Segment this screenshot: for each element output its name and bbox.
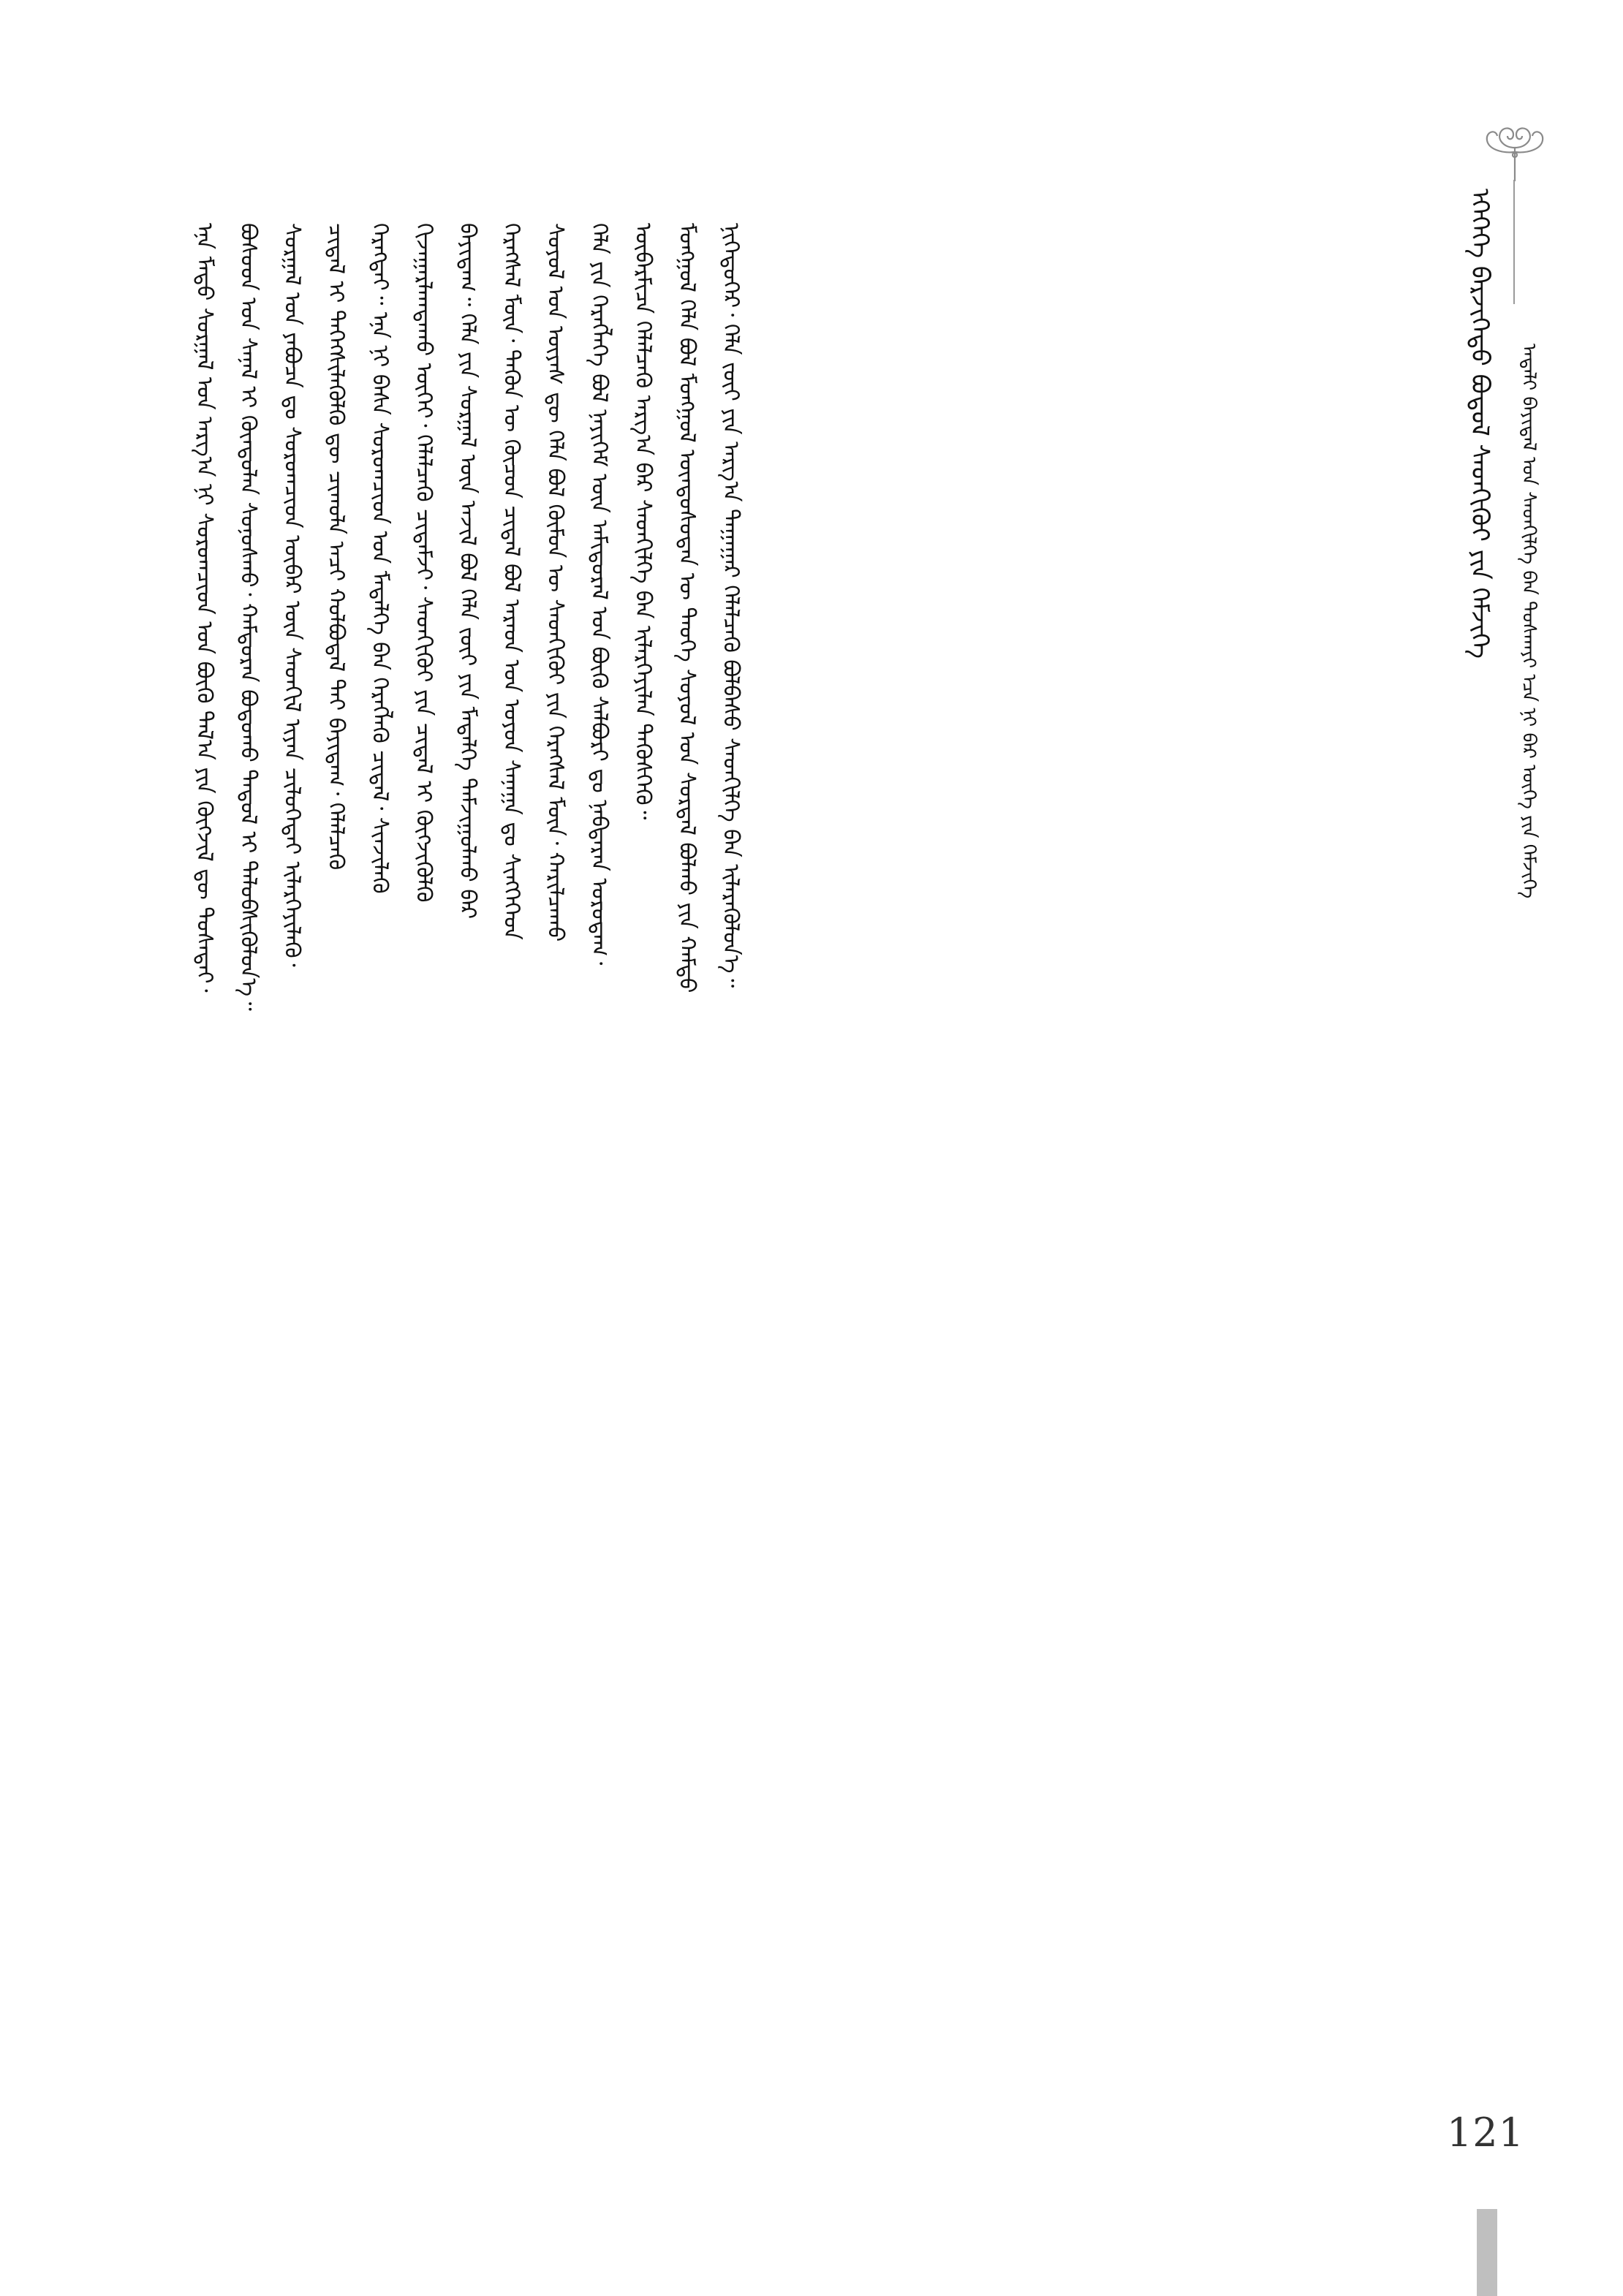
text-column: ᠮᠣᠩᠭᠣᠯ ᠬᠡᠯᠡ ᠪᠣᠯ ᠮᠣᠩᠭᠣᠯ ᠦᠨᠳᠦᠰᠦᠲᠡᠨ ᠦ ᠲᠡᠦᠬᠡ ᠰᠣᠶᠣᠯ ᠤᠨ ᠰᠤᠷᠲᠠᠯ ᠪᠣᠯᠬᠣ ᠶᠢᠨ ᠬᠠᠮᠲᠤ <box>674 223 700 993</box>
running-header-title: ᠡᠭᠡᠭᠡᠬᠡ ᠪᠡᠷᠵᠢᠭᠡᠳᠦ ᠪᠣᠳᠣᠯ ᠰᠡᠳᠬᠢᠬᠦᠢ ᠶᠢᠨ ᠬᠡᠮᠵᠢᠭᠡ <box>1465 189 1494 659</box>
body-text <box>186 223 757 2131</box>
text-column: ᠡᠨᠡ ᠮᠡᠲᠦ ᠰᠤᠷᠭᠠᠯ ᠤᠨ ᠠᠷᠭ᠎ᠠ ᠨᠢ ᠰᠤᠷᠤᠭᠴᠢᠳ ᠤᠨ ᠪᠦᠬᠦ ᠲᠠᠯ᠎ᠠ ᠶᠢᠨ ᠬᠥᠭᠵᠢᠯ ᠳᠦ ᠲᠤᠰᠠᠲᠠᠶ᠂ <box>192 223 217 993</box>
text-column: ᠪᠤᠰᠤᠳ ᠤᠨ ᠰᠠᠨᠠᠯ ᠢ ᠬᠦᠨᠳᠦᠯᠡᠨ ᠰᠣᠨᠣᠰᠬᠤ᠂ ᠬᠠᠮᠲᠤᠷᠠᠨ ᠪᠣᠳᠣᠬᠤ ᠳᠠᠳᠤᠯ ᠢ ᠲᠡᠯᠦᠪᠰᠢᠭᠦᠯᠦᠨ᠎ᠡ᠃ <box>235 223 261 1011</box>
text-column: ᠨᠢᠭᠡᠳᠦᠭᠡᠷ᠂ ᠬᠡᠯᠡ ᠵᠦᠢ ᠶᠢᠨ ᠠᠷᠭ᠎ᠠ ᠳᠠᠭᠠᠭᠠᠷ ᠬᠡᠯᠡᠯᠴᠡᠬᠦ ᠪᠣᠯᠪᠠᠰᠤ ᠰᠡᠳᠬᠢᠯᠭᠡ ᠪᠡᠨ ᠢᠯᠡᠷᠡᠭᠦᠯᠦᠨ᠎ᠡ᠃ <box>718 223 744 988</box>
text-column: ᠰᠣᠶᠣᠯ ᠤᠨ ᠦᠶᠡᠰ ᠳᠦ ᠬᠡᠯᠡ ᠪᠣᠯ ᠬᠦᠮᠦᠨ ᠦ ᠰᠡᠳᠬᠢᠬᠦᠢ ᠶᠢᠨ ᠬᠡᠷᠡᠭᠰᠡᠯ ᠮᠥᠨ᠂ ᠬᠠᠷᠢᠯᠴᠠᠬᠤ <box>542 223 568 942</box>
running-header-subtitle: ᠠᠳᠠᠯᠢ ᠪᠠᠶᠢᠳᠠᠯ ᠤᠨ ᠰᠡᠳᠬᠢᠯᠭᠡ ᠪᠠᠨ ᠲᠤᠰᠬᠠᠶᠢ ᠡᠴᠡ ᠨᠢ ᠪᠠᠷ ᠦᠭᠡ ᠶᠢᠨ ᠬᠡᠮᠵᠢᠭᠡ <box>1518 344 1540 899</box>
text-column: ᠥᠪᠡᠷᠮᠢᠴᠡ ᠬᠡᠯᠡᠯᠴᠡᠬᠦ ᠠᠷᠭ᠎ᠠ ᠪᠠᠷ ᠰᠡᠳᠬᠢᠯᠭᠡ ᠪᠡᠨ ᠢᠯᠡᠷᠬᠡᠶᠢᠯᠡᠨ ᠲᠡᠭᠦᠰᠬᠡᠬᠦ᠃ <box>630 223 656 820</box>
text-column: ᠬᠡᠷᠡᠭᠰᠡᠯ ᠮᠥᠨ᠂ ᠲᠡᠭᠦᠨ ᠦ ᠬᠦᠴᠦᠨ ᠴᠢᠳᠠᠯ ᠪᠣᠯ ᠠᠷᠠᠳ ᠤᠨ ᠣᠶᠤᠨ ᠰᠠᠨᠠᠭᠠ ᠳᠤ ᠰᠢᠩᠭᠡᠭᠡᠳ <box>499 223 524 940</box>
page-number: 121 <box>1446 2110 1525 2156</box>
header-divider <box>1513 180 1515 304</box>
text-column: ᠴᠢᠳᠠᠯ ᠢ ᠳᠡᠭᠡᠭᠰᠢᠯᠡᠭᠦᠯᠬᠦ ᠳᠦ ᠴᠢᠬᠤᠯᠠ ᠠᠴᠢ ᠬᠣᠯᠪᠣᠳᠠᠯ ᠲᠠᠶ ᠪᠠᠶᠢᠳᠠᠭ᠂ ᠬᠡᠯᠡᠯᠴᠡᠬᠦ <box>323 223 349 871</box>
page-edge-tab <box>1477 2209 1497 2296</box>
text-column: ᠰᠤᠷᠭᠠᠯ ᠤᠨ ᠶᠠᠪᠤᠴᠠ ᠳᠤ ᠰᠤᠷᠤᠭᠴᠢᠳ ᠥᠪᠡᠷ ᠦᠨ ᠰᠡᠳᠬᠢᠯ ᠢᠶᠡᠨ ᠴᠢᠯᠦᠭᠡᠲᠡᠢ ᠢᠯᠡᠷᠬᠡᠶᠢᠯᠡᠬᠦ᠂ <box>279 223 305 967</box>
text-column: ᠬᠡᠯᠡ ᠶᠢᠨ ᠬᠡᠷᠡᠭᠯᠡᠭᠡ ᠪᠣᠯ ᠨᠡᠶᠢᠭᠡᠮ ᠦᠨ ᠠᠮᠢᠳᠤᠷᠠᠯ ᠤᠨ ᠪᠦᠬᠦ ᠰᠠᠯᠪᠤᠷᠢ ᠳᠤ ᠨᠡᠪᠲᠡᠷᠡᠨ ᠣᠷᠣᠳᠠᠭ᠂ <box>586 223 612 966</box>
text-column: ᠪᠠᠶᠢᠳᠠᠭ᠃ ᠬᠡᠯᠡ ᠶᠢᠨ ᠰᠤᠷᠭᠠᠯ ᠦᠨ ᠠᠵᠢᠯ ᠪᠣᠯ ᠬᠡᠯᠡ ᠵᠦᠢ ᠶᠢᠨ ᠮᠡᠳᠡᠯᠭᠡ ᠳᠠᠮᠵᠢᠭᠤᠯᠬᠤ ᠪᠠᠷ <box>455 223 480 920</box>
text-column: ᠬᠢᠵᠠᠭᠠᠷᠯᠠᠭᠳᠠᠬᠤ ᠦᠭᠡᠢ᠂ ᠬᠡᠯᠡᠯᠴᠡᠬᠦ ᠴᠢᠳᠠᠮᠵᠢ᠂ ᠰᠡᠳᠬᠢᠬᠦᠢ ᠶᠢᠨ ᠴᠢᠳᠠᠯ ᠢ ᠬᠥᠭᠵᠢᠭᠦᠯᠬᠦ <box>411 223 436 903</box>
flourish-ornament-icon <box>1475 123 1554 186</box>
text-column: ᠬᠡᠷᠡᠭᠲᠡᠢ᠃ ᠡᠨᠡ ᠨᠢ ᠪᠠᠰᠠ ᠰᠤᠷᠤᠭᠴᠢᠳ ᠤᠨ ᠮᠡᠳᠡᠯᠭᠡ ᠪᠡᠨ ᠬᠡᠷᠡᠭᠯᠡᠬᠦ ᠴᠢᠳᠠᠯ᠂ ᠰᠢᠨᠵᠢᠯᠡᠬᠦ <box>367 223 393 894</box>
